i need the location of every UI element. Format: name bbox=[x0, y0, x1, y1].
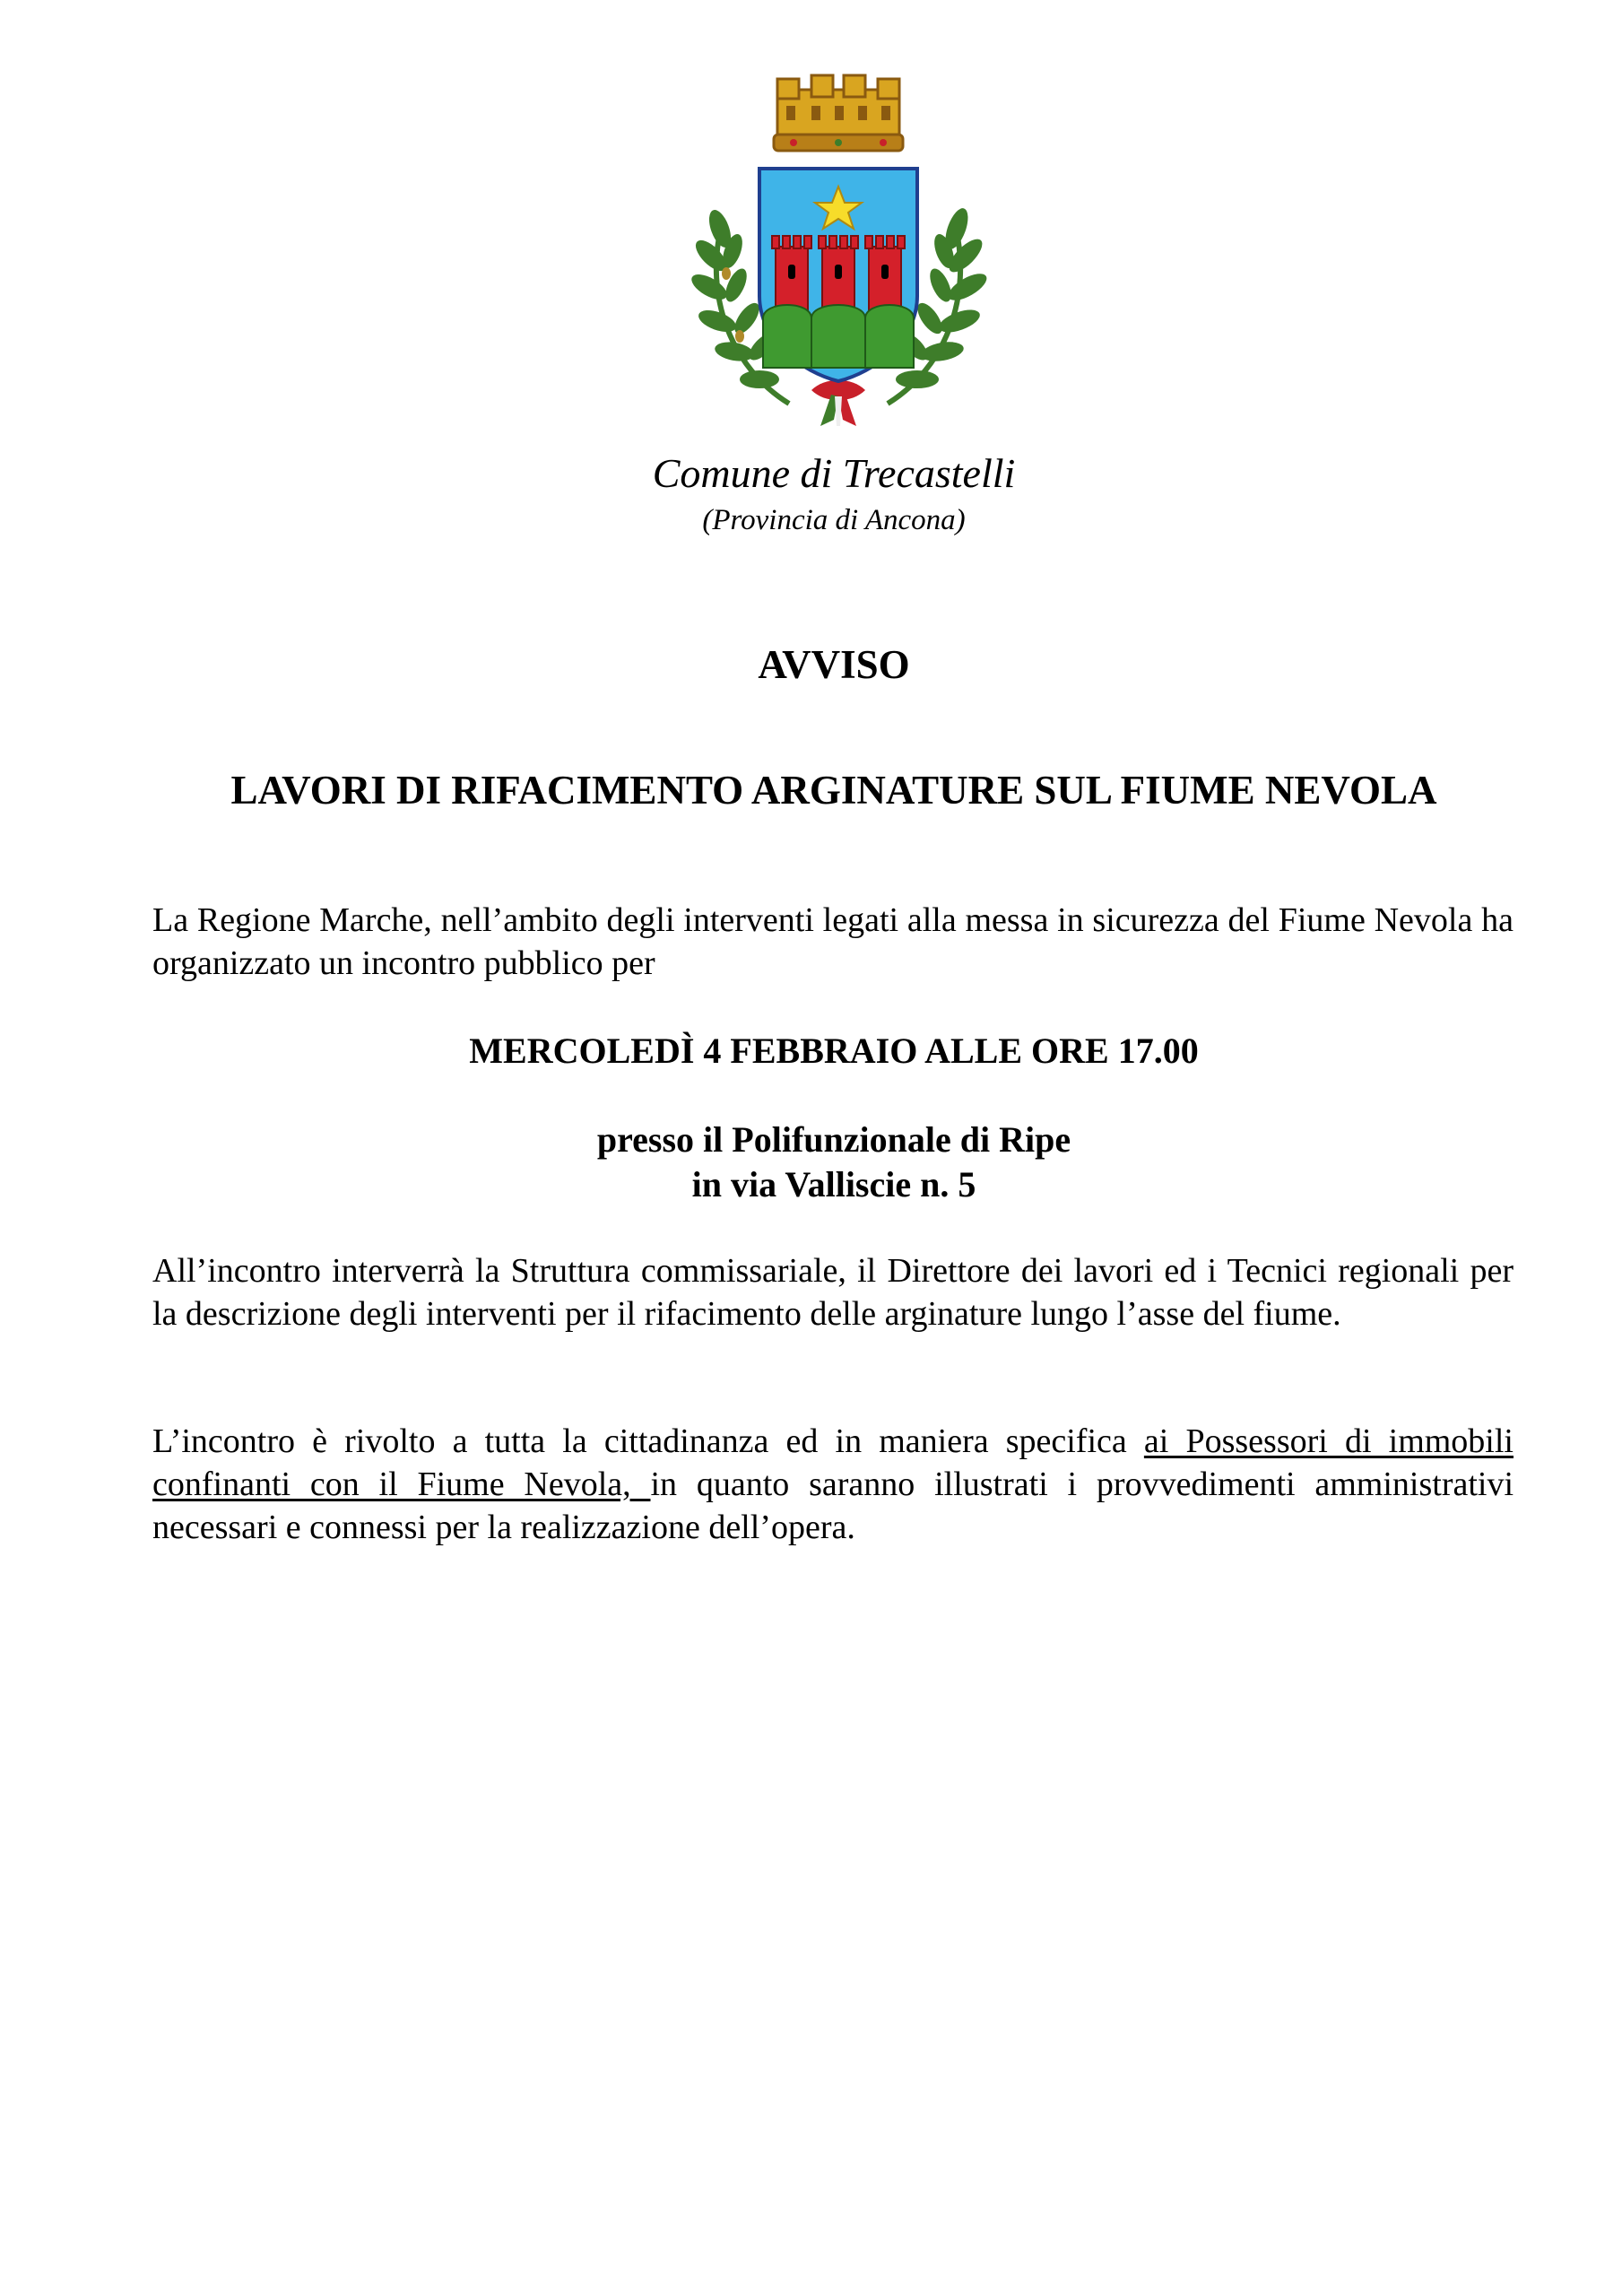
meeting-date-time: MERCOLEDÌ 4 FEBBRAIO ALLE ORE 17.00 bbox=[469, 1031, 1199, 1071]
meeting-details-paragraph: All’incontro interverrà la Struttura commissariale, il Direttore dei lavori ed i Tecnici regionali per la descrizione degli interventi per il rifacimento delle arginature lungo l’asse del fiume. bbox=[152, 1252, 1514, 1333]
notice-subject: LAVORI DI RIFACIMENTO ARGINATURE SUL FIUME NEVOLA bbox=[230, 768, 1437, 813]
notice-title: AVVISO bbox=[758, 642, 910, 687]
audience-highlight: ai Possessori di immobili confinanti con il Fiume Nevola, bbox=[152, 1422, 1514, 1503]
venue-address: in via Valliscie n. 5 bbox=[691, 1164, 976, 1205]
province-name: (Provincia di Ancona) bbox=[702, 504, 966, 536]
audience-text-end: in quanto saranno illustrati i provvedimenti amministrativi necessari e connessi per la realizzazione dell’opera. bbox=[152, 1465, 1514, 1546]
audience-paragraph bbox=[152, 1420, 1514, 1549]
intro-paragraph: La Regione Marche, nell’ambito degli interventi legati alla messa in sicurezza del Fiume Nevola ha organizzato un incontro pubblico per bbox=[152, 901, 1514, 982]
shield-icon bbox=[759, 169, 917, 381]
municipality-name: Comune di Trecastelli bbox=[652, 450, 1016, 496]
audience-text-start: L’incontro è rivolto a tutta la cittadinanza ed in maniera specifica bbox=[152, 1422, 1144, 1460]
ribbon-icon bbox=[811, 380, 865, 426]
hills-icon bbox=[763, 305, 914, 368]
venue-line: presso il Polifunzionale di Ripe bbox=[596, 1119, 1071, 1160]
crown-icon bbox=[774, 75, 903, 151]
coat-of-arms-icon bbox=[677, 72, 1000, 430]
